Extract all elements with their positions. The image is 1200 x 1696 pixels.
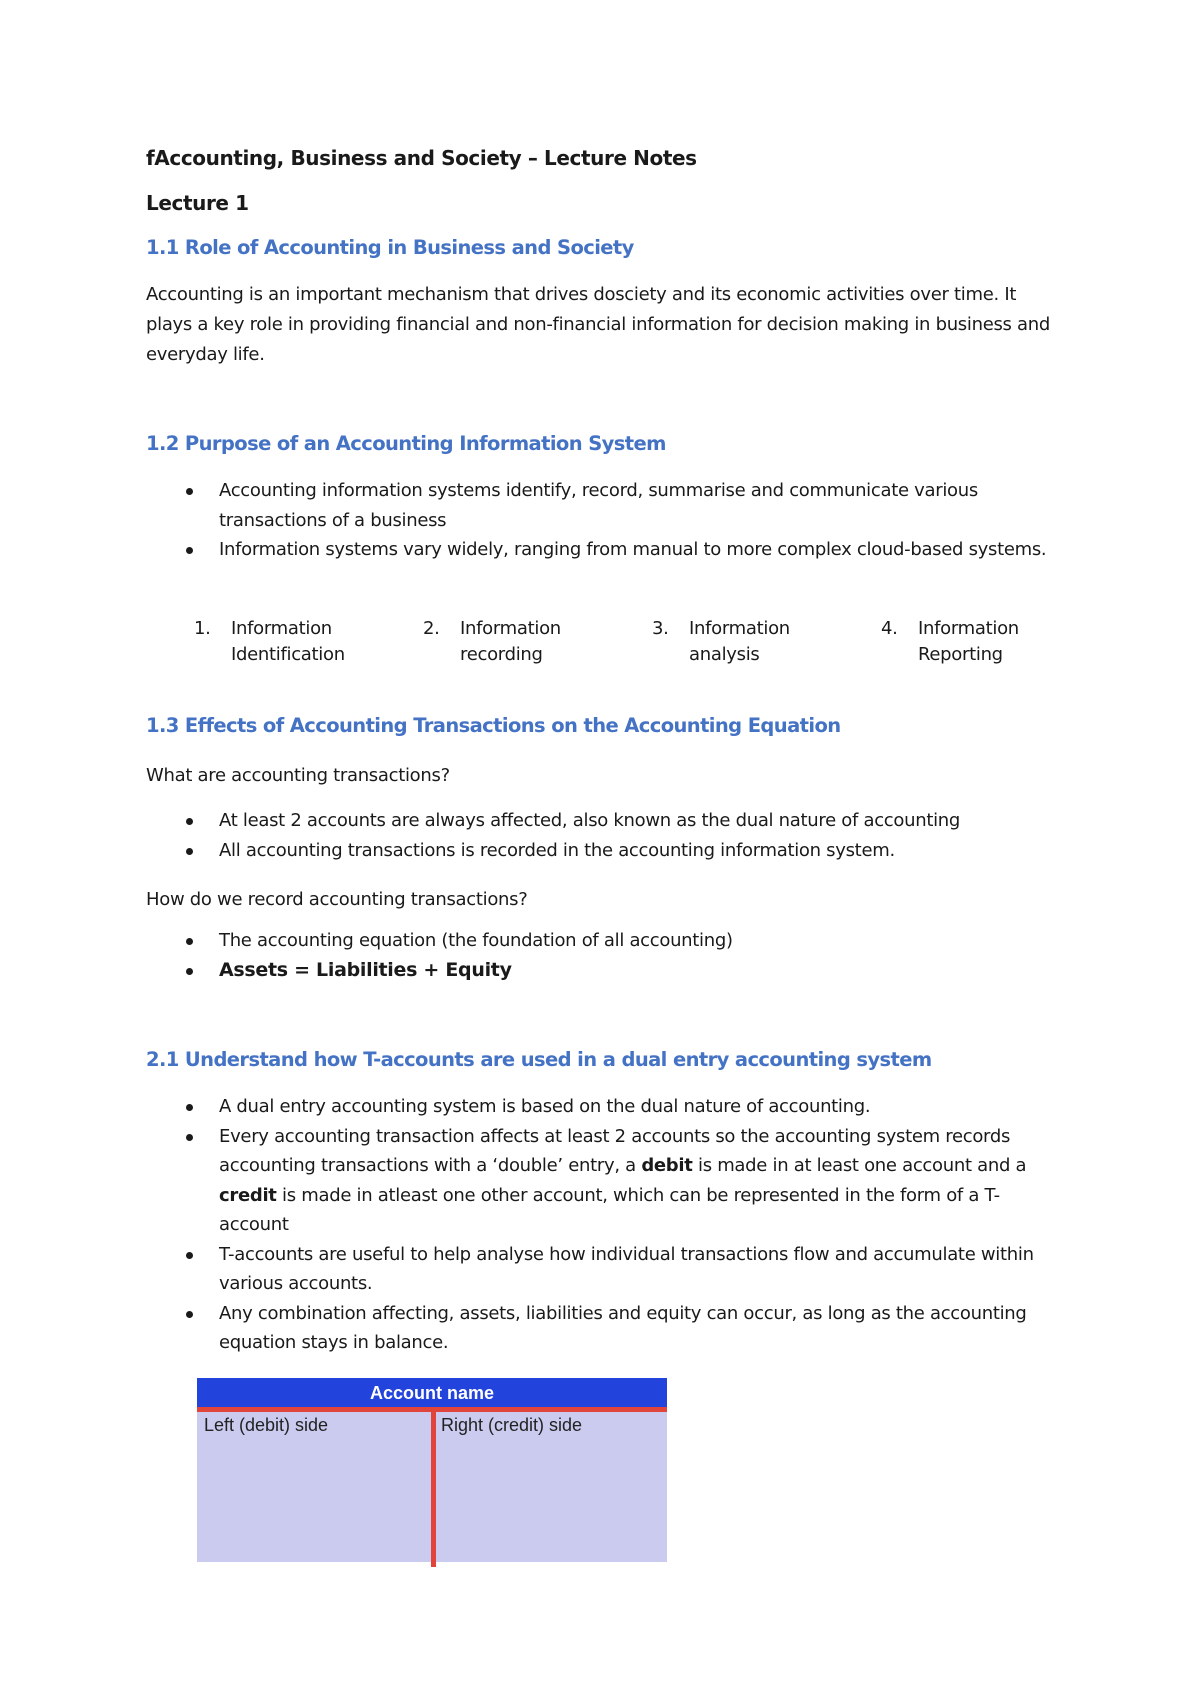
- list-item: A dual entry accounting system is based on the dual nature of accounting.: [146, 1092, 1066, 1122]
- process-steps: 1. Information Identification 2. Information recording 3. Information analysis 4. Information Reporting: [194, 618, 1019, 665]
- bullet-icon: [186, 1252, 193, 1259]
- lecture-label: Lecture 1: [146, 191, 249, 215]
- list-item: Information systems vary widely, ranging from manual to more complex cloud-based systems.: [146, 535, 1066, 565]
- list-item: The accounting equation (the foundation of all accounting): [146, 926, 1066, 956]
- list-item: T-accounts are useful to help analyse how individual transactions flow and accumulate within various accounts.: [146, 1240, 1066, 1299]
- list-item: All accounting transactions is recorded in the accounting information system.: [146, 836, 1066, 866]
- list-item: Any combination affecting, assets, liabilities and equity can occur, as long as the accounting equation stays in balance.: [146, 1299, 1066, 1358]
- list-item: Accounting information systems identify, record, summarise and communicate various transactions of a business: [146, 476, 1066, 535]
- t-account-debit-label: Left (debit) side: [204, 1415, 329, 1435]
- section-2-1-bullets: [146, 1092, 1066, 1358]
- document-title: fAccounting, Business and Society – Lecture Notes: [146, 146, 697, 170]
- bullet-icon: [186, 1134, 193, 1141]
- section-1-2-heading: 1.2 Purpose of an Accounting Information System: [146, 432, 666, 455]
- bullet-icon: [186, 1104, 193, 1111]
- t-account-vertical-line: [431, 1407, 436, 1567]
- question-text: How do we record accounting transactions?: [146, 889, 528, 910]
- bullet-icon: [186, 818, 193, 825]
- bullet-icon: [186, 968, 193, 975]
- list-item: Every accounting transaction affects at least 2 accounts so the accounting system records accounting transactions with a ‘double’ entry, a debit is made in at least one account and a credit is made in atleast one other account, which can be represented in the form of a T-account: [146, 1122, 1066, 1240]
- bullet-icon: [186, 488, 193, 495]
- bullet-icon: [186, 1311, 193, 1318]
- question-text: What are accounting transactions?: [146, 765, 450, 786]
- section-1-1-heading: 1.1 Role of Accounting in Business and Society: [146, 236, 634, 259]
- section-1-3-bullets-1: [146, 806, 1066, 865]
- bullet-icon: [186, 938, 193, 945]
- section-1-1-paragraph: Accounting is an important mechanism that drives dosciety and its economic activities over time. It plays a key role in providing financial and non-financial information for decision making in business and everyday life.: [146, 284, 1051, 365]
- section-1-2-bullets: [146, 476, 1066, 565]
- credit-term: credit: [219, 1184, 277, 1206]
- debit-term: debit: [641, 1155, 693, 1176]
- t-account-header: Account name: [197, 1378, 667, 1407]
- list-item: At least 2 accounts are always affected, also known as the dual nature of accounting: [146, 806, 1066, 836]
- bullet-icon: [186, 848, 193, 855]
- section-1-3-bullets-2: [146, 926, 1066, 985]
- section-1-3-heading: 1.3 Effects of Accounting Transactions on the Accounting Equation: [146, 714, 841, 737]
- section-2-1-heading: 2.1 Understand how T-accounts are used in a dual entry accounting system: [146, 1048, 932, 1071]
- list-item: [146, 956, 1066, 986]
- accounting-equation: Assets = Liabilities + Equity: [219, 958, 512, 981]
- t-account-credit-label: Right (credit) side: [441, 1415, 583, 1435]
- bullet-icon: [186, 547, 193, 554]
- t-account-diagram: [197, 1378, 667, 1562]
